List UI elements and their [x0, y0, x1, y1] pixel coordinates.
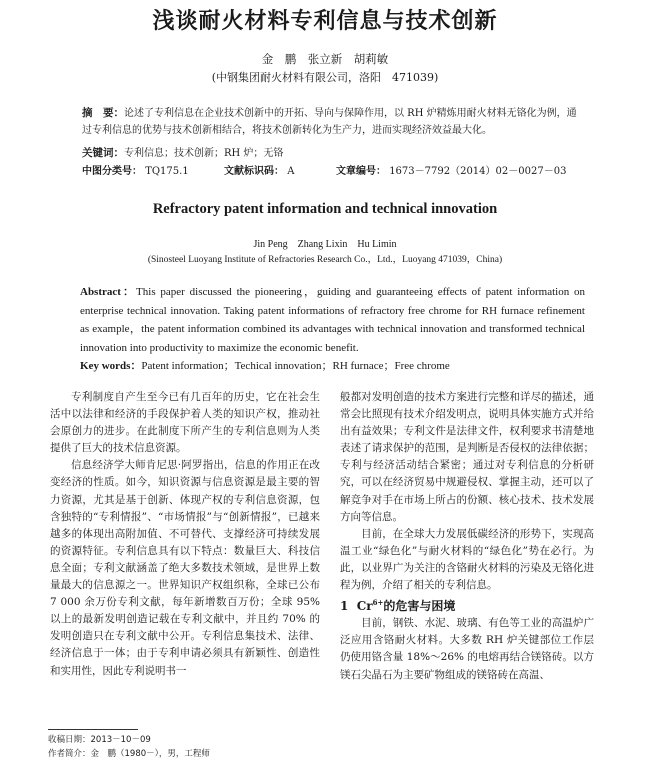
footnote-divider: [48, 729, 138, 730]
english-abstract-text: This paper discussed the pioneering，guiding and guaranteeing effects of patent information on enterprise technical innovation. Taking patent informations of refractory free chrome for RH furnace refinement as example，the patent information combined its advantages with technical innovation and transformed technical innovation into productivity to maximize the economic benefit.: [80, 286, 585, 354]
body-right-column: [340, 389, 594, 684]
footnote-received: 收稿日期：2013－10－09: [48, 735, 151, 745]
english-title: Refractory patent information and technical innovation: [152, 201, 498, 217]
paragraph: 信息经济学大师肯尼思·阿罗指出，信息的作用正在改变经济的性质。如今，知识资源与信息资源是最主要的智力资源，尤其是基于创新、体现产权的专利信息资源，包含独特的“专利情报”、“市场情报”与“创新情报”，已越来越多的体现出高附加值、不可替代、支撑经济可持续发展的资源特征。专利信息具有以下特点：数量巨大、科技信息全面；专利文献涵盖了绝大多数技术领域，是世界上数量最大的信息源之一。世界知识产权组织称，全球已公布 7 000 余万份专利文献，每年新增数百万份；全球 95% 以上的最新发明创造记载在专利文献中，并且约 70% 的发明创造只在专利文献中公开。专利信息集技术、法律、经济信息于一体；由于专利申请必须具有新颖性、创造性和实用性，因此专利说明书一: [50, 459, 320, 677]
abstract-text: 论述了专利信息在企业技术创新中的开拓、导向与保障作用，以 RH 炉精炼用耐火材料无铬化为例，通过专利信息的优势与技术创新相结合，将技术创新转化为生产力，进而实现经济效益最大化。: [82, 108, 577, 136]
paragraph: 目前，钢铁、水泥、玻璃、有色等工业的高温炉广泛应用含铬耐火材料。大多数 RH 炉关键部位工作层仍使用铬含量 18%～26% 的电熔再结合镁铬砖。以方镁石尖晶石为主要矿物组成的镁铬砖在高温、: [340, 617, 594, 681]
body-left-column: [50, 389, 320, 680]
paragraph: 目前，在全球大力发展低碳经济的形势下，实现高温工业“绿色化”与耐火材料的“绿色化”势在必行。为此，以业界广为关注的含铬耐火材料的污染及无铬化进程为例，介绍了相关的专利信息。: [340, 527, 594, 592]
abstract-label: 摘 要：: [82, 107, 124, 119]
keywords-text: 专利信息；技术创新；RH 炉；无铬: [124, 148, 284, 159]
keywords-label: 关键词：: [82, 147, 124, 159]
footnote-author: 作者简介：金 鹏（1980－），男，工程师: [48, 749, 210, 759]
article-number: 文章编号： 1673－7792（2014）02－0027－03: [336, 166, 567, 177]
paragraph: 般都对发明创造的技术方案进行完整和详尽的描述，通常会比照现有技术介绍发明点，说明具体实施方式并给出有益效果；专利文件是法律文件，权利要求书清楚地表述了请求保护的范围，是判断是否侵权的法律依据；专利与经济活动结合紧密；通过对专利信息的分析研究，可以在经济贸易中规避侵权、掌握主动，还可以了解竞争对手在市场上所占的份额、核心技术、技术发展方向等信息。: [340, 391, 594, 523]
keywords-cn: [82, 145, 582, 162]
clc-code: 中图分类号： TQ175.1: [82, 166, 189, 177]
author-list: 金 鹏 张立新 胡莉敏: [261, 52, 389, 66]
english-keywords: [80, 357, 585, 373]
abstract-cn: [82, 105, 582, 139]
paper-title: 浅谈耐火材料专利信息与技术创新: [152, 8, 498, 34]
doc-code: 文献标识码： A: [224, 166, 295, 177]
english-authors: Jin Peng Zhang Lixin Hu Limin: [253, 239, 397, 250]
english-abstract-label: Abstract：: [80, 286, 137, 298]
english-keywords-label: Key words：: [80, 360, 142, 372]
english-keywords-text: Patent information；Techical innovation；RH furnace；Free chrome: [141, 360, 450, 372]
english-affiliation: (Sinosteel Luoyang Institute of Refractories Research Co.，Ltd.，Luoyang 471039，China): [147, 255, 503, 265]
affiliation: (中钢集团耐火材料有限公司，洛阳 471039): [211, 71, 439, 84]
english-abstract: [80, 283, 585, 357]
section-heading: 1 $Cr^{6+}$的危害与困境: [340, 598, 456, 614]
paragraph: 专利制度自产生至今已有几百年的历史，它在社会生活中以法律和经济的手段保护着人类的知识产权，推动社会原创力的进步。在此制度下所产生的专利信息则为人类提供了巨大的技术信息资源。: [50, 391, 320, 455]
